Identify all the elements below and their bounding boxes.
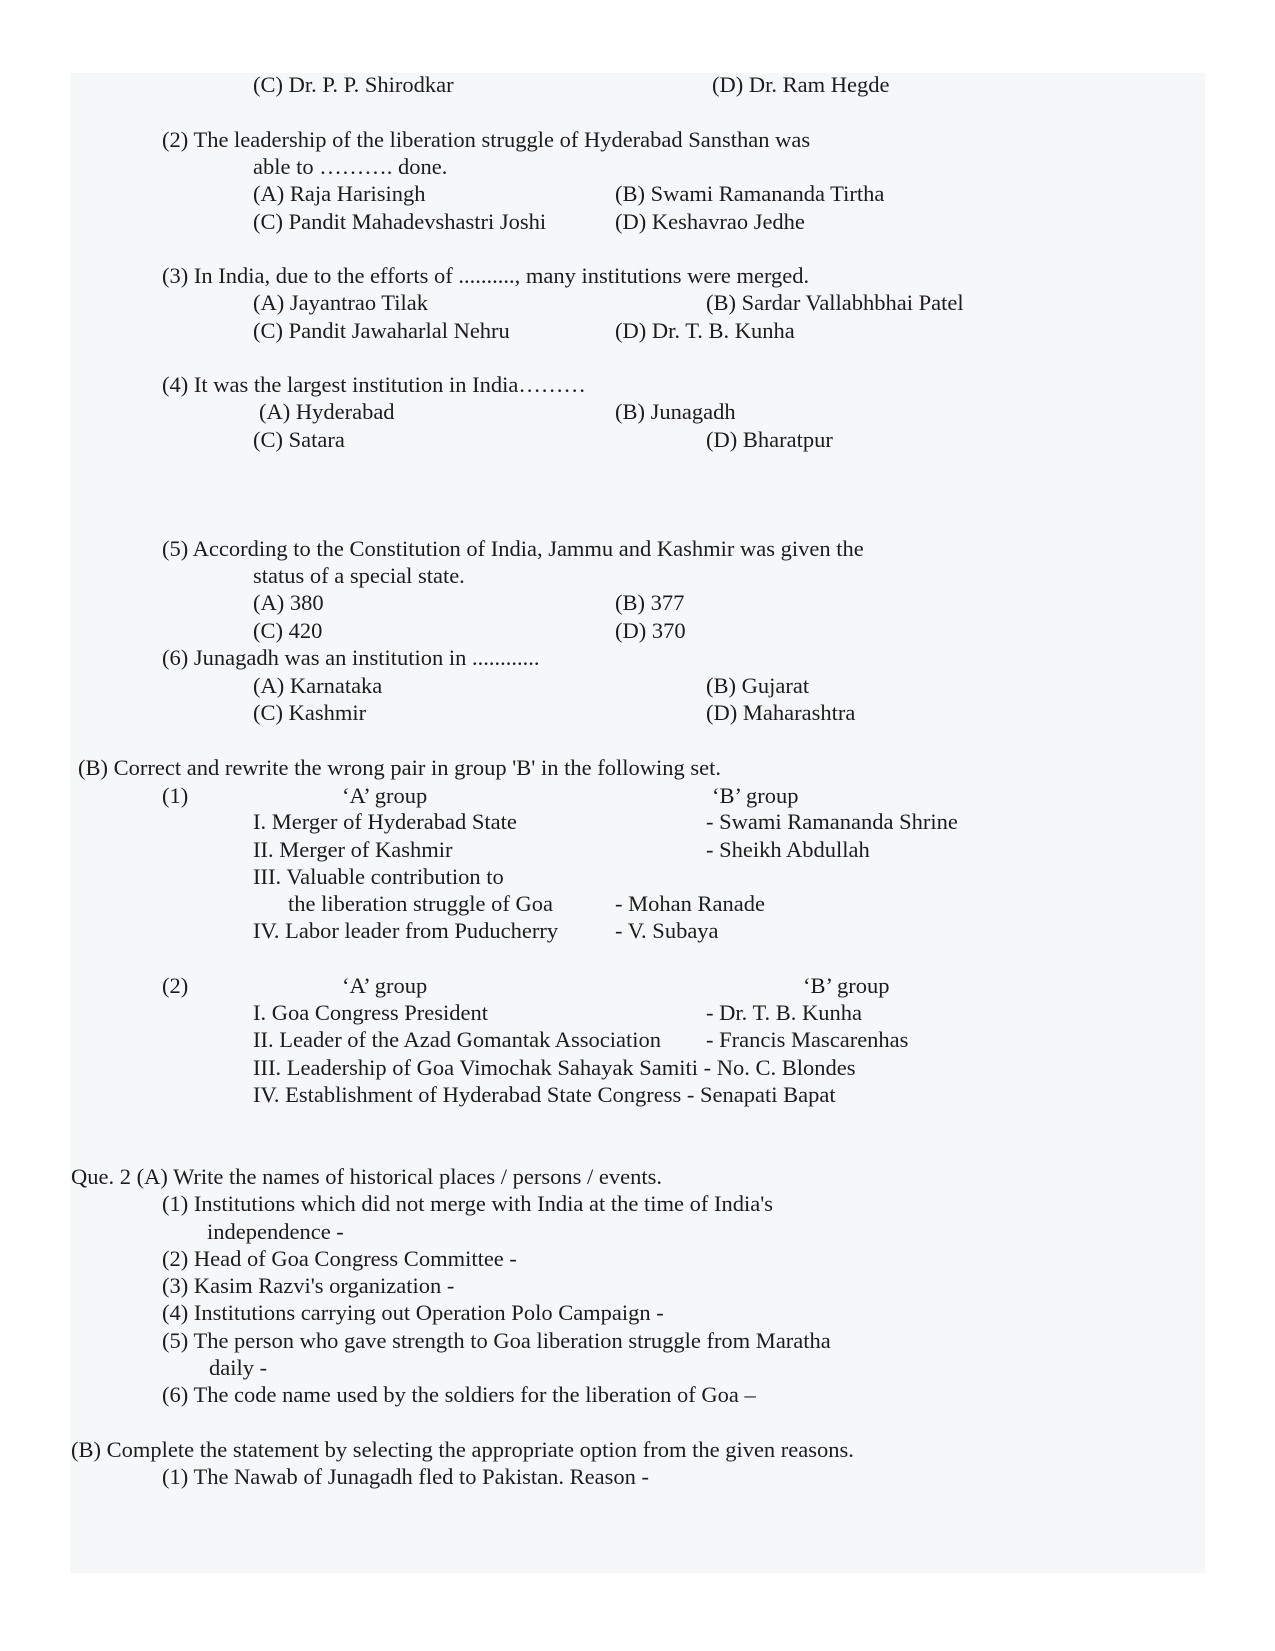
q6-stem: (6) Junagadh was an institution in ............	[162, 645, 540, 670]
set1-row2-a: II. Merger of Kashmir	[253, 837, 453, 862]
q4-option-a: (A) Hyderabad	[259, 399, 395, 424]
set2-row2-a: II. Leader of the Azad Gomantak Association	[253, 1027, 661, 1052]
set1-row3-b: - Mohan Ranade	[615, 891, 765, 916]
q5-stem-line1: (5) According to the Constitution of India, Jammu and Kashmir was given the	[162, 536, 864, 561]
set2-number: (2)	[162, 973, 189, 998]
set1-header-a: ‘A’ group	[342, 783, 428, 808]
q5-option-c: (C) 420	[253, 618, 323, 643]
q4-option-b: (B) Junagadh	[615, 399, 736, 424]
q3-option-a: (A) Jayantrao Tilak	[253, 290, 428, 315]
q2a-item1-line2: independence -	[207, 1219, 344, 1244]
q2a-item3: (3) Kasim Razvi's organization -	[162, 1273, 455, 1298]
q2-stem-line2: able to ………. done.	[253, 154, 448, 179]
q6-option-c: (C) Kashmir	[253, 700, 367, 725]
q2-stem-line1: (2) The leadership of the liberation struggle of Hyderabad Sansthan was	[162, 127, 811, 152]
set1-row4-b: - V. Subaya	[615, 918, 719, 943]
set1-row3-a-line1: III. Valuable contribution to	[253, 864, 504, 889]
q2-option-b: (B) Swami Ramananda Tirtha	[615, 181, 885, 206]
q4-option-c: (C) Satara	[253, 427, 345, 452]
q3-stem: (3) In India, due to the efforts of .........., many institutions were merged.	[162, 263, 810, 288]
q1b-heading: (B) Correct and rewrite the wrong pair in group 'B' in the following set.	[78, 755, 721, 780]
q1-option-c: (C) Dr. P. P. Shirodkar	[253, 72, 454, 97]
set1-row1-b: - Swami Ramananda Shrine	[706, 809, 958, 834]
set2-row2-b: - Francis Mascarenhas	[706, 1027, 909, 1052]
q2a-item2: (2) Head of Goa Congress Committee -	[162, 1246, 517, 1271]
q2a-item4: (4) Institutions carrying out Operation Polo Campaign -	[162, 1300, 664, 1325]
set2-header-b: ‘B’ group	[803, 973, 890, 998]
q3-option-c: (C) Pandit Jawaharlal Nehru	[253, 318, 510, 343]
set2-row4: IV. Establishment of Hyderabad State Congress - Senapati Bapat	[253, 1082, 836, 1107]
q6-option-a: (A) Karnataka	[253, 673, 383, 698]
q2-option-a: (A) Raja Harisingh	[253, 181, 426, 206]
q2b-item1: (1) The Nawab of Junagadh fled to Pakistan. Reason -	[162, 1464, 649, 1489]
q6-option-b: (B) Gujarat	[706, 673, 810, 698]
set1-row1-a: I. Merger of Hyderabad State	[253, 809, 517, 834]
set1-row3-a-line2: the liberation struggle of Goa	[288, 891, 553, 916]
q5-option-a: (A) 380	[253, 590, 324, 615]
set2-row1-b: - Dr. T. B. Kunha	[706, 1000, 863, 1025]
q2a-item5-line1: (5) The person who gave strength to Goa liberation struggle from Maratha	[162, 1328, 831, 1353]
q2a-item1-line1: (1) Institutions which did not merge with India at the time of India's	[162, 1191, 774, 1216]
set2-header-a: ‘A’ group	[342, 973, 428, 998]
q5-option-d: (D) 370	[615, 618, 686, 643]
q4-stem: (4) It was the largest institution in India………	[162, 372, 586, 397]
set1-row2-b: - Sheikh Abdullah	[706, 837, 870, 862]
q2b-heading: (B) Complete the statement by selecting the appropriate option from the given reasons.	[71, 1437, 854, 1462]
q1-option-d: (D) Dr. Ram Hegde	[712, 72, 890, 97]
set1-number: (1)	[162, 783, 189, 808]
q2a-item5-line2: daily -	[209, 1355, 268, 1380]
q2-option-c: (C) Pandit Mahadevshastri Joshi	[253, 209, 547, 234]
set2-row1-a: I. Goa Congress President	[253, 1000, 488, 1025]
q2-option-d: (D) Keshavrao Jedhe	[615, 209, 805, 234]
q2a-item6: (6) The code name used by the soldiers for the liberation of Goa –	[162, 1382, 756, 1407]
q4-option-d: (D) Bharatpur	[706, 427, 833, 452]
set2-row3: III. Leadership of Goa Vimochak Sahayak Samiti - No. C. Blondes	[253, 1055, 856, 1080]
q5-stem-line2: status of a special state.	[253, 563, 465, 588]
q2a-heading: Que. 2 (A) Write the names of historical places / persons / events.	[71, 1164, 663, 1189]
q5-option-b: (B) 377	[615, 590, 685, 615]
q6-option-d: (D) Maharashtra	[706, 700, 856, 725]
set1-row4-a: IV. Labor leader from Puducherry	[253, 918, 559, 943]
q3-option-b: (B) Sardar Vallabhbhai Patel	[706, 290, 964, 315]
q3-option-d: (D) Dr. T. B. Kunha	[615, 318, 795, 343]
set1-header-b: ‘B’ group	[712, 783, 799, 808]
